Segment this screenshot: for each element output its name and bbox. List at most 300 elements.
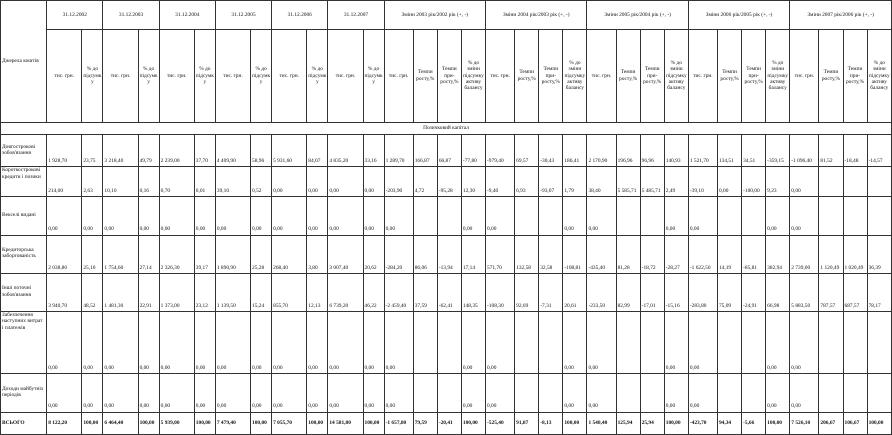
table-cell: -13,94 <box>437 235 461 273</box>
subheader: % до підсумку <box>363 29 384 122</box>
table-cell: 0,00 <box>790 167 819 197</box>
table-cell: 2,49 <box>664 167 688 197</box>
table-cell: 48,52 <box>82 273 103 311</box>
table-cell: 2 170,90 <box>587 135 616 167</box>
table-cell: 0,00 <box>328 167 363 197</box>
subheader: тис. грн. <box>384 29 413 122</box>
subheader: тис. грн. <box>159 29 194 122</box>
table-cell: -8,13 <box>539 412 563 435</box>
table-cell: 32,58 <box>539 235 563 273</box>
table-cell: 69,57 <box>515 135 539 167</box>
table-cell <box>742 197 766 235</box>
table-cell: -9,40 <box>486 167 515 197</box>
table-row <box>1 235 892 273</box>
table-cell: 0,00 <box>486 312 515 374</box>
table-cell: 0,00 <box>790 197 819 235</box>
table-cell: -5,66 <box>742 412 766 435</box>
subheader: % до підсумку <box>251 29 272 122</box>
table-cell: 0,00 <box>363 197 384 235</box>
table-cell: 0,00 <box>307 312 328 374</box>
change-header: Зміни 2005 рік/2004 рік (+, -) <box>587 1 688 30</box>
table-cell <box>717 374 741 412</box>
table-cell: 0,70 <box>159 167 194 197</box>
table-row <box>1 273 892 311</box>
table-cell: 196,96 <box>616 135 640 167</box>
table-cell: 0,00 <box>215 197 250 235</box>
table-cell <box>515 374 539 412</box>
table-cell: 1 120,49 <box>819 235 843 273</box>
table-cell: 7 055,70 <box>272 412 307 435</box>
table-cell: 66,98 <box>766 273 790 311</box>
row-label: Доходи майбутніх періодів <box>1 374 47 412</box>
table-cell: -39,10 <box>688 167 717 197</box>
table-cell: 84,07 <box>307 135 328 167</box>
table-cell: 100,00 <box>82 412 103 435</box>
table-cell <box>867 374 891 412</box>
row-label: Забезпечення наступних витрат і платежів <box>1 312 47 374</box>
table-cell: 0,00 <box>103 312 138 374</box>
table-cell: 0,00 <box>47 374 82 412</box>
table-cell: 0,00 <box>563 312 587 374</box>
table-cell <box>717 197 741 235</box>
table-cell: 1 289,70 <box>384 135 413 167</box>
table-cell: 0,52 <box>251 167 272 197</box>
table-cell: -62,41 <box>437 273 461 311</box>
row-label: Довгострокові зобов'язання <box>1 135 47 167</box>
row-label: Короткострокові кредити і позики <box>1 167 47 197</box>
table-cell: 166,87 <box>413 135 437 167</box>
subheader: % до підсумку <box>307 29 328 122</box>
table-cell: 0,00 <box>272 197 307 235</box>
table-cell: 37,70 <box>194 135 215 167</box>
table-cell: 37,59 <box>413 273 437 311</box>
subheader: тис. грн. <box>328 29 363 122</box>
table-cell: 0,00 <box>486 374 515 412</box>
subheader: Темпи при-росту,% <box>539 29 563 122</box>
table-cell: 3,80 <box>307 235 328 273</box>
table-cell: 0,00 <box>47 312 82 374</box>
table-cell: 0,00 <box>82 197 103 235</box>
table-cell: 0,00 <box>47 197 82 235</box>
table-cell: 23,75 <box>82 135 103 167</box>
table-cell: 6 464,40 <box>103 412 138 435</box>
table-cell: 92,69 <box>515 273 539 311</box>
table-cell: 0,00 <box>717 167 741 197</box>
table-cell: 0,00 <box>194 197 215 235</box>
table-cell: 0,00 <box>251 374 272 412</box>
subheader: Темпи при-росту,% <box>843 29 867 122</box>
table-cell <box>717 312 741 374</box>
table-cell: 66,87 <box>437 135 461 167</box>
table-cell: 14,19 <box>717 235 741 273</box>
subheader: Темпи при-росту,% <box>437 29 461 122</box>
table-cell: 787,57 <box>819 273 843 311</box>
table-row <box>1 197 892 235</box>
subheader: тис. грн. <box>215 29 250 122</box>
table-cell <box>539 374 563 412</box>
table-cell: 0,00 <box>384 197 413 235</box>
table-cell: 0,00 <box>790 312 819 374</box>
table-cell: 7 479,40 <box>215 412 250 435</box>
table-cell <box>413 312 437 374</box>
subheader: % до зміни підсумку активу балансу <box>867 29 891 122</box>
table-cell <box>843 312 867 374</box>
table-cell: 0,00 <box>461 312 485 374</box>
table-cell: 100,00 <box>766 412 790 435</box>
table-cell <box>819 374 843 412</box>
table-cell: 0,00 <box>307 374 328 412</box>
table-cell: 0,00 <box>159 374 194 412</box>
table-cell: 94,34 <box>717 412 741 435</box>
table-cell <box>437 312 461 374</box>
table-cell <box>640 374 664 412</box>
table-cell: -233,50 <box>587 273 616 311</box>
subheader: тис. грн. <box>272 29 307 122</box>
year-header: 31.12.2005 <box>215 1 271 30</box>
table-cell: 0,00 <box>563 197 587 235</box>
table-cell: 27,14 <box>138 235 159 273</box>
table-cell: 100,00 <box>251 412 272 435</box>
table-cell: -2 459,40 <box>384 273 413 311</box>
table-cell: 36,39 <box>867 235 891 273</box>
table-cell: 206,67 <box>819 412 843 435</box>
table-cell: 0,00 <box>159 197 194 235</box>
table-cell: 0,00 <box>251 312 272 374</box>
table-cell: -17,01 <box>640 273 664 311</box>
table-cell <box>819 197 843 235</box>
year-header: 31.12.2003 <box>103 1 159 30</box>
table-cell <box>819 312 843 374</box>
table-cell: -283,80 <box>688 273 717 311</box>
table-cell: -979,40 <box>486 135 515 167</box>
table-cell: 58,96 <box>251 135 272 167</box>
subheader: Темпи росту,% <box>616 29 640 122</box>
table-cell <box>843 374 867 412</box>
table-cell <box>539 197 563 235</box>
table-cell: 0,00 <box>384 312 413 374</box>
table-cell: -18,72 <box>640 235 664 273</box>
subheader: тис. грн. <box>47 29 82 122</box>
table-cell: 0,00 <box>664 197 688 235</box>
subheader: Темпи росту,% <box>717 29 741 122</box>
table-cell <box>843 167 867 197</box>
table-cell: 0,00 <box>664 374 688 412</box>
subheader: % до зміни підсумку активу балансу <box>461 29 485 122</box>
change-header: Зміни 2007 рік/2006 рік (+, -) <box>790 1 892 30</box>
table-cell: 2 326,30 <box>159 235 194 273</box>
table-cell: 100,00 <box>664 412 688 435</box>
table-cell: 1 928,70 <box>47 135 82 167</box>
table-cell: 134,51 <box>717 135 741 167</box>
table-cell: 46,22 <box>363 273 384 311</box>
table-cell: 1 373,00 <box>159 273 194 311</box>
table-cell: 382,94 <box>766 235 790 273</box>
table-cell: 78,17 <box>867 273 891 311</box>
table-cell: 0,00 <box>215 312 250 374</box>
table-cell: 7 526,10 <box>790 412 819 435</box>
table-cell: 1 754,60 <box>103 235 138 273</box>
table-cell: 8 122,20 <box>47 412 82 435</box>
table-cell: 687,57 <box>843 273 867 311</box>
table-cell: 0,00 <box>307 167 328 197</box>
table-cell <box>742 312 766 374</box>
table-cell: 0,00 <box>103 197 138 235</box>
table-cell: 1,79 <box>563 167 587 197</box>
table-cell: 91,87 <box>515 412 539 435</box>
table-cell <box>413 197 437 235</box>
table-cell <box>819 167 843 197</box>
table-cell: 4 409,90 <box>215 135 250 167</box>
table-cell: 9,23 <box>766 167 790 197</box>
table-cell: 22,91 <box>138 273 159 311</box>
table-cell: 4 835,20 <box>328 135 363 167</box>
change-header: Зміни 2003 рік/2002 рік (+, -) <box>384 1 485 30</box>
table-cell: 3 218,40 <box>103 135 138 167</box>
table-cell: -1 657,80 <box>384 412 413 435</box>
table-cell: 0,00 <box>328 374 363 412</box>
subheader: % до зміни підсумку активу балансу <box>766 29 790 122</box>
table-cell: 38,40 <box>587 167 616 197</box>
table-cell: 100,00 <box>138 412 159 435</box>
table-cell: -18,48 <box>843 135 867 167</box>
row-label: Векселі видані <box>1 197 47 235</box>
table-cell <box>640 197 664 235</box>
table-cell: 0,00 <box>194 312 215 374</box>
table-cell: 0,00 <box>272 374 307 412</box>
table-cell: 0,00 <box>363 312 384 374</box>
table-cell: 39,10 <box>215 167 250 197</box>
table-cell: 0,00 <box>272 167 307 197</box>
table-cell: 0,00 <box>688 374 717 412</box>
table-cell: -284,20 <box>384 235 413 273</box>
subheader: Темпи при-росту,% <box>742 29 766 122</box>
table-cell: 0,16 <box>138 167 159 197</box>
table-cell: 0,00 <box>272 312 307 374</box>
subheader: тис. грн. <box>688 29 717 122</box>
table-cell: -108,81 <box>563 235 587 273</box>
table-cell: -435,40 <box>587 235 616 273</box>
table-cell: 2,63 <box>82 167 103 197</box>
table-cell <box>437 374 461 412</box>
table-cell <box>515 197 539 235</box>
table-cell: 4,72 <box>413 167 437 197</box>
table-cell: -14,57 <box>867 135 891 167</box>
change-header: Зміни 2004 рік/2003 рік (+, -) <box>486 1 587 30</box>
table-cell: 268,40 <box>272 235 307 273</box>
table-cell: 0,00 <box>384 374 413 412</box>
table-cell: 2 739,00 <box>790 235 819 273</box>
table-cell: 0,00 <box>766 374 790 412</box>
table-cell: 100,00 <box>563 412 587 435</box>
table-cell: 0,01 <box>194 167 215 197</box>
subheader: % до підсумку <box>82 29 103 122</box>
table-cell: 25,94 <box>640 412 664 435</box>
table-cell: 0,00 <box>138 197 159 235</box>
table-cell: 1 481,30 <box>103 273 138 311</box>
table-cell <box>413 374 437 412</box>
table-row <box>1 374 892 412</box>
table-cell: 0,00 <box>363 374 384 412</box>
table-cell: -95,28 <box>437 167 461 197</box>
table-cell: 0,00 <box>159 312 194 374</box>
table-cell: 5 939,00 <box>159 412 194 435</box>
table-cell: 0,00 <box>766 312 790 374</box>
table-cell: 0,00 <box>328 197 363 235</box>
table-cell: 33,16 <box>363 135 384 167</box>
table-cell: 12,13 <box>307 273 328 311</box>
table-cell: 100,00 <box>194 412 215 435</box>
table-cell: 106,67 <box>843 412 867 435</box>
table-cell: 0,00 <box>194 374 215 412</box>
table-cell: 17,14 <box>461 235 485 273</box>
table-cell: 0,00 <box>486 197 515 235</box>
table-cell: -1 622,50 <box>688 235 717 273</box>
subheader: Темпи росту,% <box>413 29 437 122</box>
subheader: % до зміни підсумку активу балансу <box>664 29 688 122</box>
table-cell: 0,00 <box>587 374 616 412</box>
table-cell: 25,10 <box>82 235 103 273</box>
table-cell: 49,79 <box>138 135 159 167</box>
table-cell: 0,00 <box>138 374 159 412</box>
row-label: ВСЬОГО <box>1 412 47 435</box>
table-cell: 0,00 <box>82 374 103 412</box>
subheader: % до підсумку <box>194 29 215 122</box>
table-cell <box>742 374 766 412</box>
table-cell: 186,41 <box>563 135 587 167</box>
subheader: % до зміни підсумку активу балансу <box>563 29 587 122</box>
table-cell: 0,00 <box>563 374 587 412</box>
section-title: Позичковий капітал <box>1 122 892 135</box>
year-header: 31.12.2004 <box>159 1 215 30</box>
table-cell: 100,00 <box>461 412 485 435</box>
table-cell: 2 239,00 <box>159 135 194 167</box>
table-cell: 0,00 <box>688 312 717 374</box>
table-cell: 15,24 <box>251 273 272 311</box>
table-cell: -30,43 <box>539 135 563 167</box>
table-cell: 140,93 <box>664 135 688 167</box>
table-cell: -20,41 <box>437 412 461 435</box>
table-row <box>1 412 892 435</box>
table-cell: 0,00 <box>363 167 384 197</box>
table-cell: -203,90 <box>384 167 413 197</box>
table-cell: 0,00 <box>328 312 363 374</box>
table-cell: 3 007,40 <box>328 235 363 273</box>
year-header: 31.12.2002 <box>47 1 103 30</box>
table-cell: -93,07 <box>539 167 563 197</box>
table-cell: 1 521,70 <box>688 135 717 167</box>
table-cell <box>616 374 640 412</box>
table-cell: 2 038,80 <box>47 235 82 273</box>
year-header: 31.12.2006 <box>272 1 328 30</box>
table-cell: 3 940,70 <box>47 273 82 311</box>
table-cell: -7,31 <box>539 273 563 311</box>
table-cell: 571,70 <box>486 235 515 273</box>
table-cell: 0,00 <box>82 312 103 374</box>
table-cell: 25,28 <box>251 235 272 273</box>
table-cell <box>867 197 891 235</box>
subheader: Темпи росту,% <box>515 29 539 122</box>
table-cell: 1 890,90 <box>215 235 250 273</box>
table-cell: 0,00 <box>664 312 688 374</box>
subheader: Темпи при-росту,% <box>640 29 664 122</box>
table-cell: 100,00 <box>363 412 384 435</box>
table-cell: 82,99 <box>616 273 640 311</box>
table-cell: 75,09 <box>717 273 741 311</box>
table-cell: 0,00 <box>461 197 485 235</box>
table-row <box>1 135 892 167</box>
table-cell: 100,00 <box>307 412 328 435</box>
table-cell: 1 020,49 <box>843 235 867 273</box>
table-cell: -100,00 <box>742 167 766 197</box>
subheader: % до підсумку <box>138 29 159 122</box>
row-label: Кредиторська заборгованість <box>1 235 47 273</box>
table-cell: 132,58 <box>515 235 539 273</box>
table-cell: 148,35 <box>461 273 485 311</box>
subheader: тис. грн. <box>587 29 616 122</box>
table-cell: 1 139,50 <box>215 273 250 311</box>
table-cell: 125,94 <box>616 412 640 435</box>
table-cell: 0,00 <box>587 312 616 374</box>
table-cell <box>616 197 640 235</box>
table-cell: -77,80 <box>461 135 485 167</box>
table-cell: 10,10 <box>103 167 138 197</box>
table-cell: 5 931,60 <box>272 135 307 167</box>
source-header: Джерела коштів <box>1 1 47 123</box>
table-cell: 100,00 <box>867 412 891 435</box>
table-row <box>1 312 892 374</box>
table-cell: 20,62 <box>363 235 384 273</box>
table-cell: -24,91 <box>742 273 766 311</box>
table-cell: 0,00 <box>103 374 138 412</box>
table-cell <box>867 167 891 197</box>
change-header: Зміни 2006 рік/2005 рік (+, -) <box>688 1 789 30</box>
table-cell: 0,00 <box>307 197 328 235</box>
table-cell: 81,52 <box>819 135 843 167</box>
table-cell: -359,15 <box>766 135 790 167</box>
table-cell <box>640 312 664 374</box>
table-cell <box>539 312 563 374</box>
subheader: тис. грн. <box>790 29 819 122</box>
table-cell: 5 883,50 <box>790 273 819 311</box>
table-cell: 86,06 <box>413 235 437 273</box>
subheader: Темпи росту,% <box>819 29 843 122</box>
table-row <box>1 167 892 197</box>
table-cell: -108,30 <box>486 273 515 311</box>
table-cell <box>867 312 891 374</box>
table-cell <box>616 312 640 374</box>
table-cell: 0,00 <box>138 312 159 374</box>
table-cell: 855,70 <box>272 273 307 311</box>
table-cell: 0,00 <box>587 197 616 235</box>
table-cell: 0,00 <box>790 374 819 412</box>
table-cell: 6,93 <box>515 167 539 197</box>
table-cell: 1 540,40 <box>587 412 616 435</box>
table-cell: 0,00 <box>251 197 272 235</box>
table-cell: 12,30 <box>461 167 485 197</box>
table-cell: 23,12 <box>194 273 215 311</box>
table-cell: 81,28 <box>616 235 640 273</box>
table-cell <box>437 197 461 235</box>
row-label: Інші поточні зобов'язання <box>1 273 47 311</box>
table-cell: -525,40 <box>486 412 515 435</box>
table-cell: 14 581,80 <box>328 412 363 435</box>
table-cell: 34,51 <box>742 135 766 167</box>
table-cell: 6 739,20 <box>328 273 363 311</box>
table-cell: 5 485,71 <box>640 167 664 197</box>
table-cell: 0,00 <box>461 374 485 412</box>
table-cell: 0,00 <box>215 374 250 412</box>
table-cell: -15,16 <box>664 273 688 311</box>
